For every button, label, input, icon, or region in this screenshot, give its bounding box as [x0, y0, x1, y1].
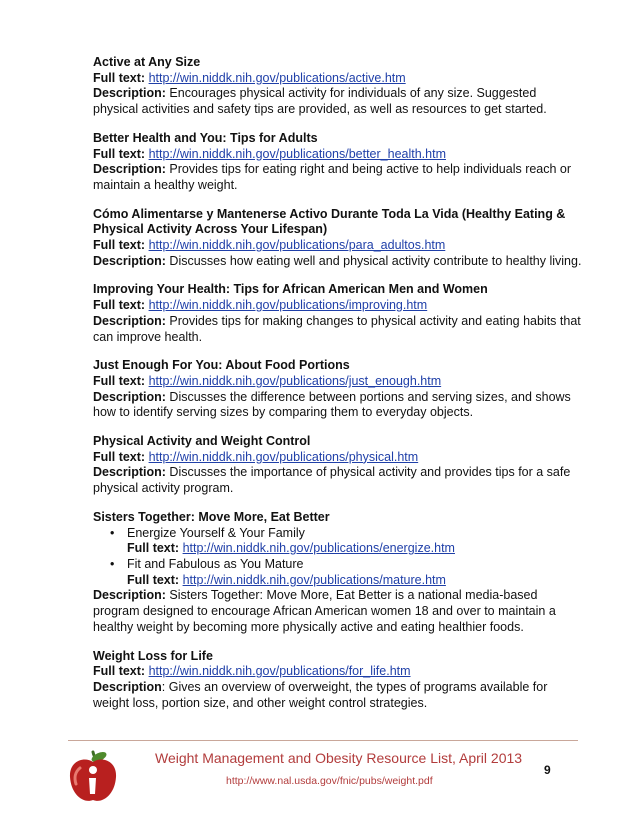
footer-title: Weight Management and Obesity Resource List, April 2013: [155, 750, 523, 766]
full-text-label: Full text:: [93, 298, 146, 313]
entry-title: Weight Loss for Life: [93, 648, 213, 663]
page-footer: [0, 736, 638, 826]
entry-title: Just Enough For You: About Food Portions: [93, 358, 350, 373]
full-text-label: Full text:: [93, 146, 146, 161]
full-text-label: Full text:: [127, 541, 180, 556]
entry-title: Physical Activity and Weight Control: [93, 434, 311, 449]
info-apple-icon: [66, 748, 120, 811]
entry-title: Active at Any Size: [93, 55, 201, 69]
description-label: Description: [93, 679, 162, 694]
full-text-label: Full text:: [93, 449, 146, 464]
entry-title: Better Health and You: Tips for Adults: [93, 130, 318, 145]
resource-entry: [93, 358, 583, 421]
resource-entry: Weight Loss for Life Full text: http://win.niddk.nih.gov/publications/for_life.htm Description: Gives an overview of overweight, the types of programs available for weight loss, portion size, and other weight control strategies.: [93, 649, 583, 712]
entry-title: Sisters Together: Move More, Eat Better: [93, 509, 330, 524]
resource-entry: [93, 434, 583, 497]
description-label: Description:: [93, 588, 166, 603]
full-text-link[interactable]: http://win.niddk.nih.gov/publications/para_adultos.htm: [148, 238, 446, 253]
resource-entry: [93, 207, 583, 270]
entry-description: Encourages physical activity for individuals of any size. Suggested physical activities and safety tips are provided, as well as resources to get started.: [93, 86, 547, 117]
entry-description: Provides tips for making changes to physical activity and eating habits that can improve health.: [93, 313, 581, 344]
description-label: Description:: [93, 253, 166, 268]
full-text-label: Full text:: [93, 664, 146, 679]
list-item: [110, 556, 583, 588]
page-number: 9: [544, 763, 551, 777]
bullet-icon: •: [110, 525, 115, 540]
entry-title: Cómo Alimentarse y Mantenerse Activo Durante Toda La Vida (Healthy Eating & Physical Activity Across Your Lifespan): [93, 206, 566, 237]
entry-description: Provides tips for eating right and being active to help individuals reach or maintain a healthy weight.: [93, 162, 572, 192]
full-text-link[interactable]: http://win.niddk.nih.gov/publications/mature.htm: [182, 572, 446, 587]
full-text-link[interactable]: http://win.niddk.nih.gov/publications/just_enough.htm: [148, 373, 442, 388]
description-label: Description:: [93, 86, 166, 101]
bullet-icon: •: [110, 556, 115, 571]
list-item: [110, 525, 583, 557]
footer-divider: [68, 740, 578, 741]
full-text-label: Full text:: [93, 238, 146, 253]
resource-list: [93, 55, 583, 724]
entry-description: Sisters Together: Move More, Eat Better is a national media-based program designed to encourage African American women 18 and over to maintain a healthy weight by becoming more physically active and eating healthier foods.: [93, 588, 556, 634]
resource-entry: [93, 131, 583, 194]
full-text-label: Full text:: [127, 572, 180, 587]
full-text-link[interactable]: http://win.niddk.nih.gov/publications/improving.htm: [148, 298, 428, 313]
description-label: Description:: [93, 465, 166, 480]
entry-description: Discusses the difference between portions and serving sizes, and shows how to identify serving sizes by comparing them to everyday objects.: [93, 389, 571, 420]
full-text-link[interactable]: http://win.niddk.nih.gov/publications/energize.htm: [182, 541, 455, 556]
resource-entry: [93, 282, 583, 345]
resource-entry: [93, 510, 583, 636]
full-text-link[interactable]: http://win.niddk.nih.gov/publications/physical.htm: [148, 449, 419, 464]
entry-description: Gives an overview of overweight, the types of programs available for weight loss, portion size, and other weight control strategies.: [93, 679, 548, 710]
bullet-title: Fit and Fabulous as You Mature: [127, 556, 304, 571]
full-text-link[interactable]: http://win.niddk.nih.gov/publications/better_health.htm: [148, 146, 446, 161]
footer-url[interactable]: http://www.nal.usda.gov/fnic/pubs/weight.pdf: [226, 775, 433, 787]
resource-entry: [93, 55, 583, 118]
publication-bullet-list: [93, 526, 583, 589]
entry-description: Discusses the importance of physical activity and provides tips for a safe physical activity program.: [93, 465, 571, 496]
description-label: Description:: [93, 313, 166, 328]
full-text-link[interactable]: http://win.niddk.nih.gov/publications/active.htm: [148, 70, 406, 85]
full-text-link[interactable]: http://win.niddk.nih.gov/publications/for_life.htm: [148, 664, 411, 679]
description-label: Description:: [93, 389, 166, 404]
full-text-label: Full text:: [93, 70, 146, 85]
full-text-label: Full text:: [93, 373, 146, 388]
entry-description: Discusses how eating well and physical activity contribute to healthy living.: [169, 253, 582, 268]
entry-title: Improving Your Health: Tips for African American Men and Women: [93, 282, 488, 297]
bullet-title: Energize Yourself & Your Family: [127, 525, 305, 540]
description-label: Description:: [93, 162, 166, 177]
